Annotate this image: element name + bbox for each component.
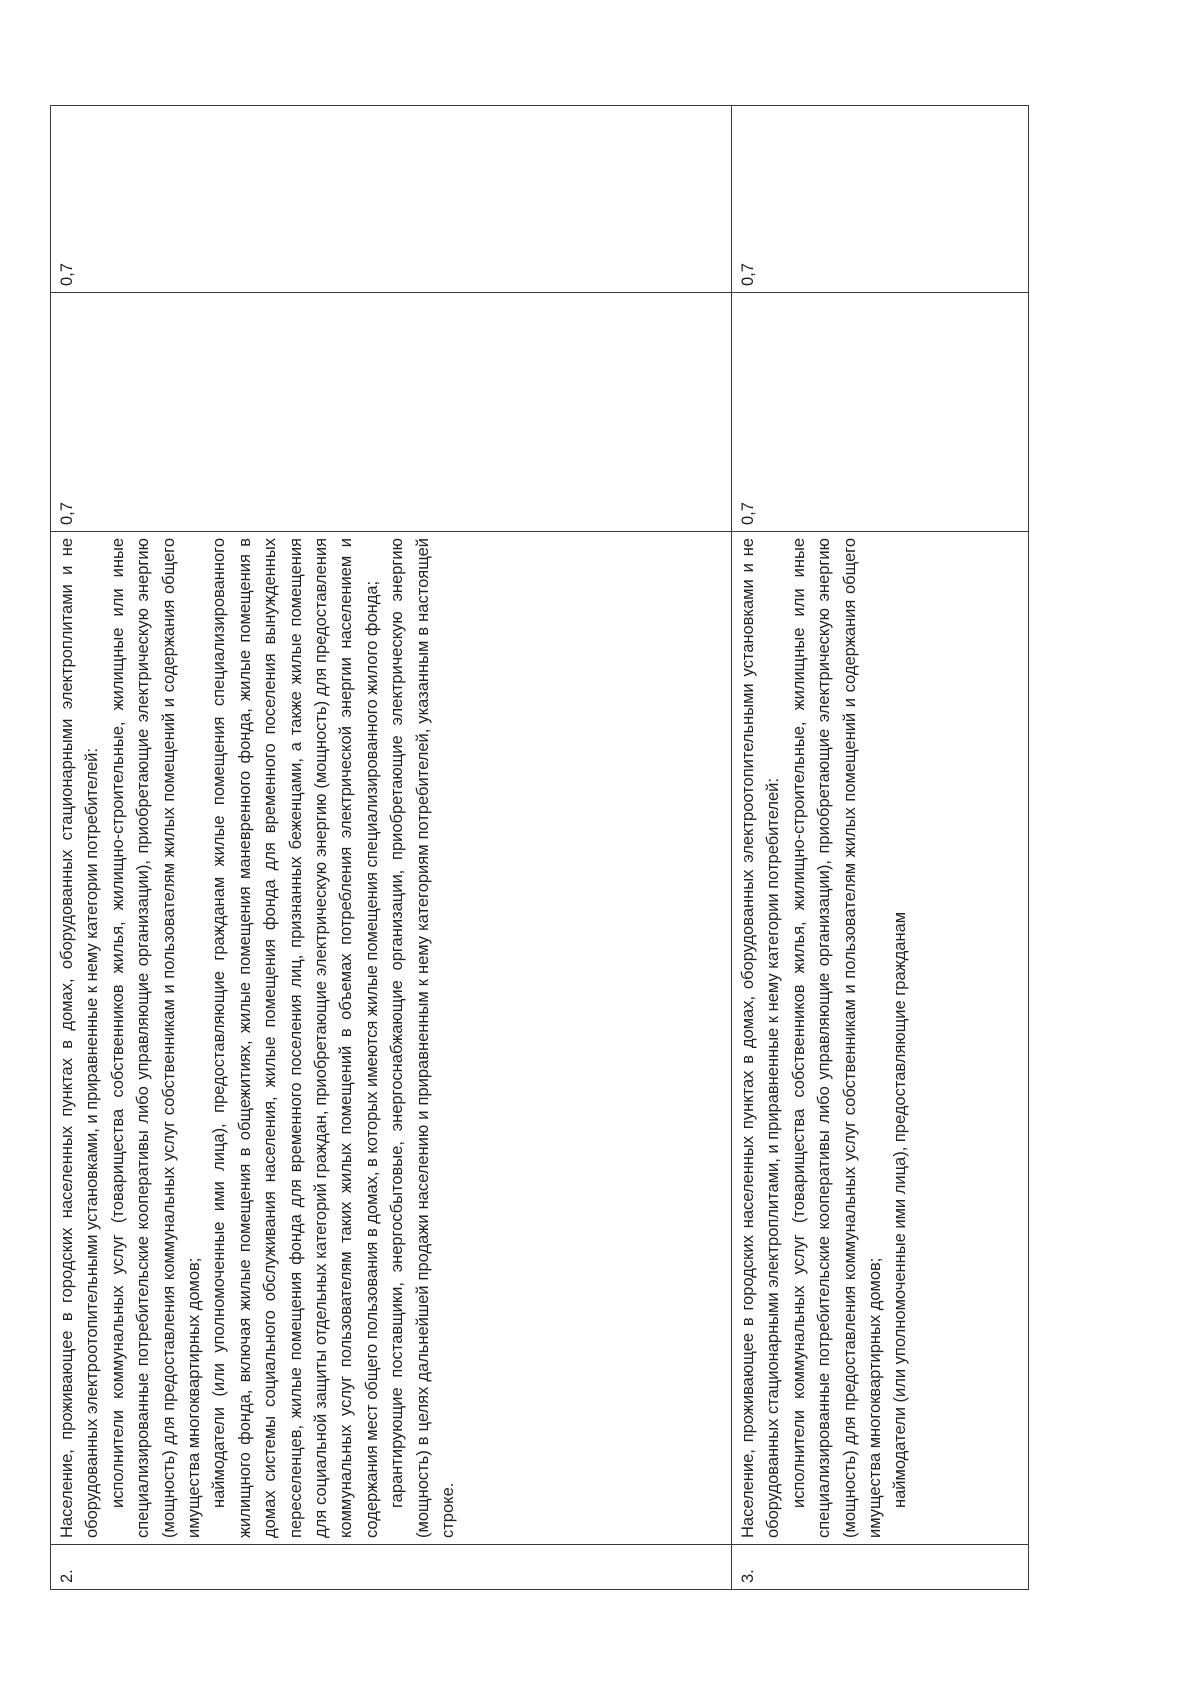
category-paragraph: исполнители коммунальных услуг (товарищества собственников жилья, жилищно-строительные, жилищные или иные специализированные потребительские кооперативы либо управляющие организации), приобретающие электрическую энергию (мощность) для предоставления коммунальных услуг собственникам и пользователям жилых помещений и содержания общего имущества многоквартирных домов; (789, 538, 885, 1538)
table-row (51, 106, 732, 1590)
coefficient-value-2: 0,7 (51, 106, 732, 293)
row-number: 3. (732, 1545, 1029, 1590)
consumer-category-description (51, 532, 732, 1545)
coefficient-value-2: 0,7 (732, 106, 1029, 293)
tariff-coefficient-table (50, 105, 1029, 1590)
rotated-document-table (50, 105, 1010, 1590)
coefficient-value-1: 0,7 (51, 293, 732, 532)
table-row (732, 106, 1029, 1590)
category-intro-paragraph: Население, проживающее в городских населенных пунктах в домах, оборудованных электроотопительными установками и не оборудованных стационарными электроплитами, и приравненные к нему категории потребителей: (739, 538, 783, 1538)
category-paragraph: гарантирующие поставщики, энергосбытовые, энергоснабжающие организации, приобретающие электрическую энергию (мощность) в целях дальнейшей продажи населению и приравненным к нему категориям потребителей, указанным в настоящей строке. (388, 538, 458, 1538)
category-paragraph: наймодатели (или уполномоченные ими лица), предоставляющие гражданам жилые помещения специализированного жилищного фонда, включая жилые помещения в общежитиях, жилые помещения маневренного фонда, жилые помещения в домах системы социального обслуживания населения, жилые помещения фонда для временного поселения вынужденных переселенцев, жилые помещения фонда для временного поселения лиц, признанных беженцами, а также жилые помещения для социальной защиты отдельных категорий граждан, приобретающие электрическую энергию (мощность) для предоставления коммунальных услуг пользователям таких жилых помещений в объемах потребления электрической энергии населением и содержания мест общего пользования в домах, в которых имеются жилые помещения специализированного жилого фонда; (210, 538, 381, 1538)
category-paragraph: наймодатели (или уполномоченные ими лица), предоставляющие гражданам (891, 911, 910, 1508)
coefficient-value-1: 0,7 (732, 293, 1029, 532)
category-intro-paragraph: Население, проживающее в городских населенных пунктах в домах, оборудованных стационарными электроплитами и не оборудованных электроотопительными установками, и приравненные к нему категории потребителей: (58, 538, 102, 1538)
row-number: 2. (51, 1545, 732, 1590)
category-paragraph: исполнители коммунальных услуг (товарищества собственников жилья, жилищно-строительные, жилищные или иные специализированные потребительские кооперативы либо управляющие организации), приобретающие электрическую энергию (мощность) для предоставления коммунальных услуг собственникам и пользователям жилых помещений и содержания общего имущества многоквартирных домов; (108, 538, 204, 1538)
consumer-category-description (732, 532, 1029, 1545)
